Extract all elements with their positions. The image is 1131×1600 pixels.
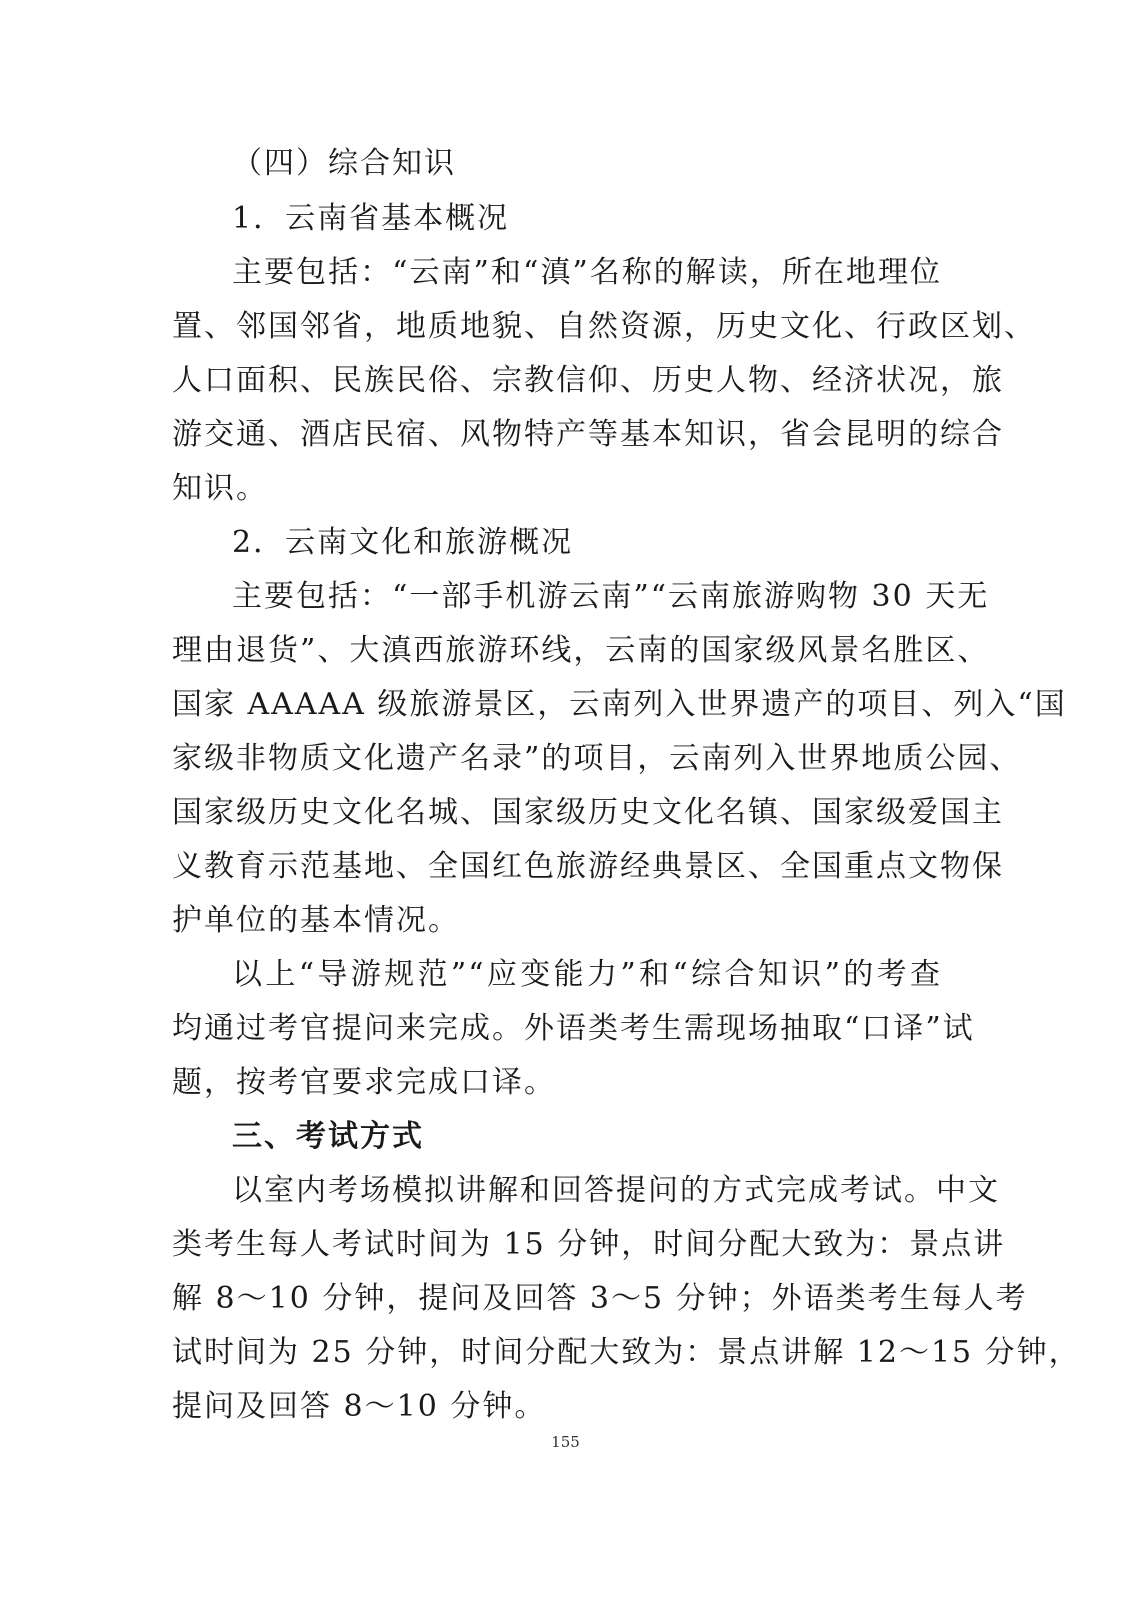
paragraph-line: 国家 AAAAA 级旅游景区，云南列入世界遗产的项目、列入“国 [172, 687, 1067, 722]
paragraph-line: 主要包括：“云南”和“滇”名称的解读，所在地理位 [232, 255, 942, 290]
paragraph-line: 以室内考场模拟讲解和回答提问的方式完成考试。中文 [232, 1173, 1000, 1208]
paragraph-line: 均通过考官提问来完成。外语类考生需现场抽取“口译”试 [172, 1011, 975, 1046]
subsection-title-2: 2．云南文化和旅游概况 [232, 525, 574, 560]
exam-method-heading: 三、考试方式 [232, 1119, 424, 1154]
paragraph-line: 置、邻国邻省，地质地貌、自然资源，历史文化、行政区划、 [172, 309, 1036, 344]
paragraph-line: 以上“导游规范”“应变能力”和“综合知识”的考查 [232, 957, 942, 992]
paragraph-line: 题，按考官要求完成口译。 [172, 1065, 556, 1100]
paragraph-line: 提问及回答 8～10 分钟。 [172, 1389, 547, 1424]
paragraph-line: 人口面积、民族民俗、宗教信仰、历史人物、经济状况，旅 [172, 363, 1004, 398]
paragraph-line: 类考生每人考试时间为 15 分钟，时间分配大致为：景点讲 [172, 1227, 1006, 1262]
paragraph-line: 试时间为 25 分钟，时间分配大致为：景点讲解 12～15 分钟， [172, 1335, 1081, 1370]
paragraph-line: 家级非物质文化遗产名录”的项目，云南列入世界地质公园、 [172, 741, 1022, 776]
paragraph-line: 义教育示范基地、全国红色旅游经典景区、全国重点文物保 [172, 849, 1004, 884]
paragraph-line: 游交通、酒店民宿、风物特产等基本知识，省会昆明的综合 [172, 417, 1004, 452]
paragraph-line: 解 8～10 分钟，提问及回答 3～5 分钟；外语类考生每人考 [172, 1281, 1028, 1316]
paragraph-line: 知识。 [172, 471, 268, 506]
paragraph-line: 主要包括：“一部手机游云南”“云南旅游购物 30 天无 [232, 579, 990, 614]
paragraph-line: 护单位的基本情况。 [172, 903, 460, 938]
section-heading: （四）综合知识 [232, 146, 456, 181]
paragraph-line: 理由退货”、大滇西旅游环线，云南的国家级风景名胜区、 [172, 633, 990, 668]
page-number: 155 [551, 1433, 580, 1451]
subsection-title-1: 1．云南省基本概况 [232, 201, 510, 236]
paragraph-line: 国家级历史文化名城、国家级历史文化名镇、国家级爱国主 [172, 795, 1004, 830]
